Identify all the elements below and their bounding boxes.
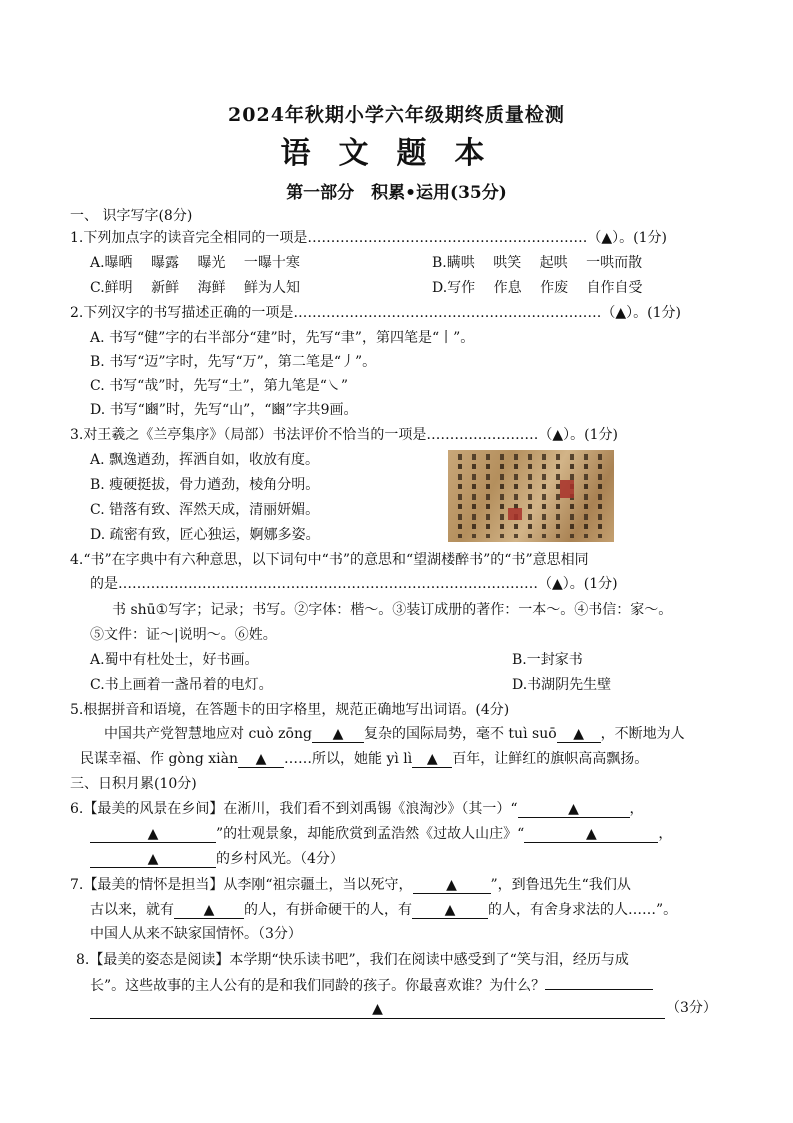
question-4-stem-line1: 4.“书”在字典中有六种意思，以下词句中“书”的意思和“望湖楼醉书”的“书”意思相同 (70, 552, 589, 568)
answer-blank[interactable]: ▲ (412, 751, 452, 768)
question-5-text: 民谋幸福、作 gòng xiàn (80, 751, 239, 767)
question-4-definition-1: 书 shū①写字；记录；书写。②字体：楷～。③装订成册的著作：一本～。④书信：家～。 (112, 602, 673, 618)
question-2-option-c: C. 书写“哉”时，先写“土”，第九笔是“㇏” (90, 378, 349, 394)
question-3-option-b: B. 瘦硬挺拔，骨力遒劲，棱角分明。 (90, 477, 320, 493)
answer-blank[interactable]: ▲ (413, 877, 491, 894)
answer-blank[interactable]: ▲ (238, 751, 284, 768)
question-8-line1: 8.【最美的姿态是阅读】本学期“快乐读书吧”，我们在阅读中感受到了“笑与泪，经历与成 (76, 952, 629, 968)
question-6-text: ， (658, 826, 673, 842)
answer-blank[interactable]: ▲ (557, 726, 601, 743)
question-1-stem: 1.下列加点字的读音完全相同的一项是……………………………………………………（▲）。(1分) (70, 230, 667, 246)
question-5-text: 复杂的国际局势，毫不 tuì suō (363, 726, 557, 742)
question-7-line2 (90, 900, 677, 920)
question-1-option-b: B.瞒哄 哄笑 起哄 一哄而散 (432, 255, 643, 271)
seal-stamp (508, 508, 522, 520)
question-5-text: 百年，让鲜红的旗帜高高飘扬。 (452, 751, 649, 767)
question-1-option-a: A.曝晒 曝露 曝光 一曝十寒 (90, 255, 300, 271)
subject-title: 语文题本 (280, 136, 513, 171)
question-5-text: ，不断地为人 (600, 726, 685, 742)
question-7-line1 (70, 875, 631, 895)
answer-blank[interactable]: ▲ (312, 726, 364, 743)
question-7-text: ”，到鲁迅先生“我们从 (490, 877, 631, 893)
question-1-option-c: C.鲜明 新鲜 海鲜 鲜为人知 (90, 280, 301, 296)
question-5-line1 (104, 724, 685, 744)
question-3-option-c: C. 错落有致、浑然天成，清丽妍媚。 (90, 502, 320, 518)
question-3-option-d: D. 疏密有致，匠心独运，婀娜多姿。 (90, 527, 320, 543)
question-8-line2 (90, 975, 653, 996)
question-7-text: 的人，有舍身求法的人……”。 (488, 902, 678, 918)
section-title-1: 一、 识字写字(8分) (70, 208, 193, 224)
answer-blank[interactable]: ▲ (524, 826, 658, 843)
question-6-text: 6.【最美的风景在乡间】在淅川，我们看不到刘禹锡《浪淘沙》（其一）“ (70, 801, 518, 817)
question-4-option-c: C.书上画着一盏吊着的电灯。 (90, 677, 273, 693)
question-6-line1 (70, 799, 644, 819)
exam-title: 2024年秋期小学六年级期终质量检测 (228, 104, 565, 126)
question-8-text: 长”。这些故事的主人公有的是和我们同龄的孩子。你最喜欢谁？为什么？ (90, 978, 546, 994)
question-4-stem-line2: 的是………………………………………………………………………………（▲）。(1分) (90, 576, 618, 592)
question-8-score: （3分） (666, 1000, 717, 1016)
answer-blank[interactable]: ▲ (90, 851, 216, 868)
question-7-text: 7.【最美的情怀是担当】从李刚“祖宗疆土，当以死守， (70, 877, 413, 893)
question-6-text: ”的壮观景象，却能欣赏到孟浩然《过故人山庄》“ (216, 826, 525, 842)
answer-blank[interactable]: ▲ (412, 902, 488, 919)
question-4-option-a: A.蜀中有杜处士，好书画。 (90, 652, 259, 668)
question-6-line3 (90, 849, 344, 869)
question-6-text: 的乡村风光。（4分） (216, 851, 344, 867)
part-title: 第一部分 积累•运用(35分) (286, 183, 507, 203)
question-2-stem: 2.下列汉字的书写描述正确的一项是…………………………………………………………（▲）。(1分) (70, 305, 681, 321)
answer-blank-long[interactable]: ▲ (90, 1000, 665, 1019)
question-2-option-a: A. 书写“健”字的右半部分“建”时，先写“聿”，第四笔是“丨”。 (90, 330, 475, 346)
question-4-definition-2: ⑤文件：证～|说明～。⑥姓。 (90, 627, 277, 643)
answer-blank[interactable]: ▲ (518, 801, 630, 818)
question-1-option-d: D.写作 作息 作废 自作自受 (432, 280, 643, 296)
answer-blank[interactable]: ▲ (174, 902, 244, 919)
question-3-option-a: A. 飘逸遒劲，挥洒自如，收放有度。 (90, 452, 320, 468)
answer-blank[interactable]: ▲ (90, 826, 216, 843)
question-7-text: 的人，有拼命硬干的人，有 (244, 902, 412, 918)
calligraphy-image (448, 450, 614, 542)
question-4-option-d: D.书湖阴先生壁 (512, 677, 612, 693)
seal-stamp (560, 480, 574, 498)
question-6-line2 (90, 824, 672, 844)
question-3-stem: 3.对王羲之《兰亭集序》（局部）书法评价不恰当的一项是……………………（▲）。(1分) (70, 427, 618, 443)
question-6-text: ， (629, 801, 644, 817)
question-5-text: 中国共产党智慧地应对 cuò zōng (104, 726, 312, 742)
question-2-option-b: B. 书写“迈”字时，先写“万”，第二笔是“丿”。 (90, 354, 377, 370)
question-5-line2 (80, 749, 648, 769)
question-2-option-d: D. 书写“豳”时，先写“山”，“豳”字共9画。 (90, 402, 358, 418)
question-4-option-b: B.一封家书 (512, 652, 583, 668)
section-title-3: 三、日积月累(10分) (70, 776, 197, 792)
question-7-text: 古以来，就有 (90, 902, 174, 918)
question-5-text: ……所以，她能 yì lì (284, 751, 413, 767)
question-5-stem: 5.根据拼音和语境，在答题卡的田字格里，规范正确地写出词语。(4分) (70, 702, 510, 718)
question-7-line3: 中国人从来不缺家国情怀。（3分） (90, 926, 302, 942)
answer-blank[interactable] (545, 975, 653, 990)
